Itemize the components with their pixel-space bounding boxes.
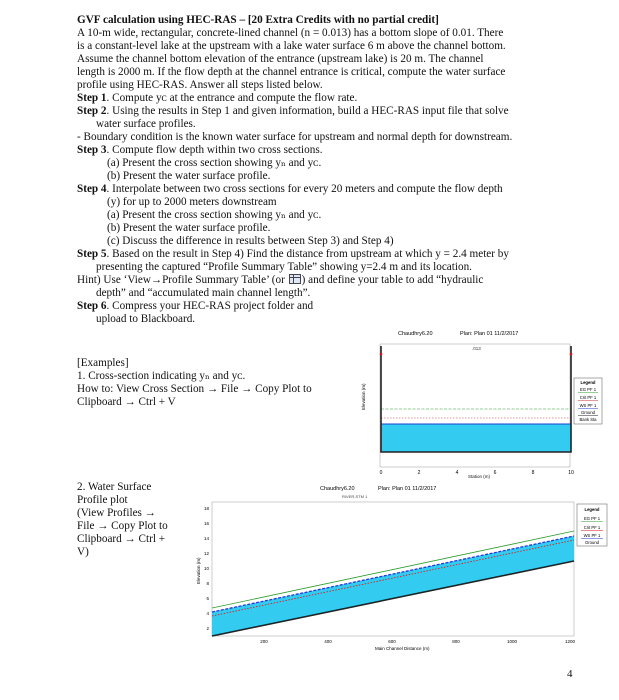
fig1-legend-item: EG PF 1	[579, 387, 597, 392]
fig1-legend-item: Ground	[581, 410, 595, 415]
fig2-ytick: 16	[203, 521, 209, 526]
table-icon	[289, 274, 301, 284]
step-6-text: . Compress your HEC-RAS project folder and	[106, 300, 314, 312]
step-3	[77, 144, 323, 157]
hint-text-b: ) and define your table to add “hydraulic	[301, 274, 484, 286]
step-3-b: (b) Present the water surface profile.	[107, 170, 271, 182]
fig1-xtick: 10	[568, 470, 574, 476]
example-2-line-5: Clipboard → Ctrl +	[77, 533, 166, 545]
fig2-xtick: 400	[324, 639, 332, 644]
step-5-text: . Based on the result in Step 4) Find the distance from upstream at which y = 2.4 meter by	[106, 248, 509, 260]
fig2-ytick: 6	[206, 596, 209, 601]
page-title: GVF calculation using HEC-RAS – [20 Extra Credits with no partial credit]	[77, 14, 439, 26]
fig1-xtick: 8	[531, 470, 535, 476]
step-4-label: Step 4	[77, 183, 107, 195]
step-4-b: (b) Present the water surface profile.	[107, 222, 271, 234]
step-4-c: (c) Discuss the difference in results between Step 3) and Step 4)	[107, 235, 394, 247]
fig2-legend-title: Legend	[584, 507, 600, 512]
fig1-legend	[574, 378, 602, 424]
fig2-ytick: 8	[206, 581, 209, 586]
fig2-ytick: 4	[206, 611, 209, 616]
step-2-text: . Using the results in Step 1 and given information, build a HEC-RAS input file that solve	[106, 105, 509, 117]
fig1-ylabel: Elevation (m)	[361, 383, 366, 410]
fig2-ytick: 12	[203, 551, 209, 556]
fig2-subheader: RIVER-STM 1	[342, 494, 368, 499]
fig2-legend-item: Crit PF 1	[583, 525, 601, 530]
example-1-line-3: Clipboard → Ctrl + V	[77, 396, 176, 408]
hint-text-a: Hint) Use ‘View→Profile Summary Table’ (or	[77, 274, 285, 286]
example-2-line-4: File → Copy Plot to	[77, 520, 168, 532]
fig2-legend-item: EG PF 1	[583, 516, 601, 521]
intro-line-4: length is 2000 m. If the flow depth at the channel entrance is critical, compute the water surface	[77, 66, 506, 78]
step-6-label: Step 6	[77, 300, 107, 312]
step-4-cont: (y) for up to 2000 meters downstream	[107, 196, 277, 208]
fig1-top-label: .013	[472, 346, 481, 351]
fig1-xtick: 4	[455, 470, 459, 476]
fig2-header-project: Chaudhry6.20	[320, 486, 355, 492]
fig1-header-project: Chaudhry6.20	[398, 331, 433, 337]
intro-line-2: is a constant-level lake at the upstream with a lake water surface 6 m above the channel bottom.	[77, 40, 506, 52]
step-4-a: (a) Present the cross section showing yₙ and yᴄ.	[107, 209, 322, 221]
fig1-legend-title: Legend	[580, 380, 596, 385]
fig2-yticks	[204, 506, 210, 631]
fig1-bank-left	[380, 353, 383, 356]
page-number: 4	[567, 668, 573, 680]
fig2-legend	[577, 504, 607, 546]
fig1-legend-item: Bank Sta	[579, 417, 597, 422]
example-2-line-3: (View Profiles →	[77, 507, 156, 519]
fig2-ytick: 2	[206, 626, 209, 631]
example-2-line-2: Profile plot	[77, 494, 128, 506]
step-5	[77, 248, 509, 261]
fig1-water-area	[381, 424, 571, 452]
fig2-ylabel: Elevation (m)	[196, 557, 201, 584]
step-3-text: . Compute flow depth within two cross sections.	[106, 144, 323, 156]
fig2-xtick: 1000	[506, 639, 518, 644]
step-1	[77, 92, 357, 105]
step-2-cont: water surface profiles.	[96, 118, 196, 130]
step-4	[77, 183, 503, 196]
step-1-text: . Compute yᴄ at the entrance and compute the flow rate.	[106, 92, 358, 104]
fig2-xtick: 1200	[564, 639, 576, 644]
intro-line-3: Assume the channel bottom elevation of the entrance (upstream lake) is 20 m. The channel	[77, 53, 484, 65]
fig2-xtick: 200	[260, 639, 268, 644]
intro-line-1: A 10-m wide, rectangular, concrete-lined channel (n = 0.013) has a bottom slope of 0.01. There	[77, 27, 504, 39]
hint-cont: depth” and “accumulated main channel length”.	[96, 287, 311, 299]
fig1-xtick: 0	[379, 470, 383, 476]
fig1-legend-item: WS PF 1	[579, 403, 597, 408]
intro-line-5: profile using HEC-RAS. Answer all steps listed below.	[77, 79, 323, 91]
fig1-bank-right	[570, 353, 573, 356]
fig2-xticks	[260, 639, 575, 644]
step-6-cont: upload to Blackboard.	[96, 313, 196, 325]
fig2-xtick: 600	[388, 639, 396, 644]
fig1-xlabel: Station (m)	[468, 474, 491, 479]
step-2-label: Step 2	[77, 105, 107, 117]
example-1-line-1: 1. Cross-section indicating yₙ and yᴄ.	[77, 370, 246, 382]
step-2	[77, 105, 509, 118]
boundary-condition: - Boundary condition is the known water surface for upstream and normal depth for downstream.	[77, 131, 513, 143]
example-2-line-6: V)	[77, 546, 89, 558]
fig2-ytick: 10	[203, 566, 209, 571]
cross-section-figure	[350, 324, 610, 476]
step-5-label: Step 5	[77, 248, 107, 260]
fig1-xtick: 2	[417, 470, 421, 476]
example-1-line-2: How to: View Cross Section → File → Copy Plot to	[77, 383, 312, 395]
step-4-text: . Interpolate between two cross sections for every 20 meters and compute the flow depth	[106, 183, 503, 195]
fig2-ytick: 14	[203, 536, 209, 541]
fig2-ytick: 18	[203, 506, 209, 511]
step-5-cont: presenting the captured “Profile Summary Table” showing y=2.4 m and its location.	[96, 261, 472, 273]
hint-line	[77, 274, 483, 287]
fig1-xtick: 6	[493, 470, 497, 476]
examples-heading: [Examples]	[77, 357, 129, 369]
fig2-xlabel: Main Channel Distance (m)	[375, 646, 430, 651]
fig2-legend-item: WS PF 1	[583, 533, 601, 538]
fig2-legend-item: Ground	[585, 540, 599, 545]
step-6	[77, 300, 313, 313]
fig1-header-plan: Plan: Plan 01 11/2/2017	[460, 331, 519, 337]
step-1-label: Step 1	[77, 92, 107, 104]
example-2-line-1: 2. Water Surface	[77, 481, 152, 493]
step-3-label: Step 3	[77, 144, 107, 156]
fig2-header-plan: Plan: Plan 01 11/2/2017	[378, 486, 437, 492]
step-3-a: (a) Present the cross section showing yₙ and yᴄ.	[107, 157, 322, 169]
fig1-legend-item: Crit PF 1	[579, 395, 597, 400]
profile-figure	[190, 482, 610, 652]
fig2-xtick: 800	[452, 639, 460, 644]
